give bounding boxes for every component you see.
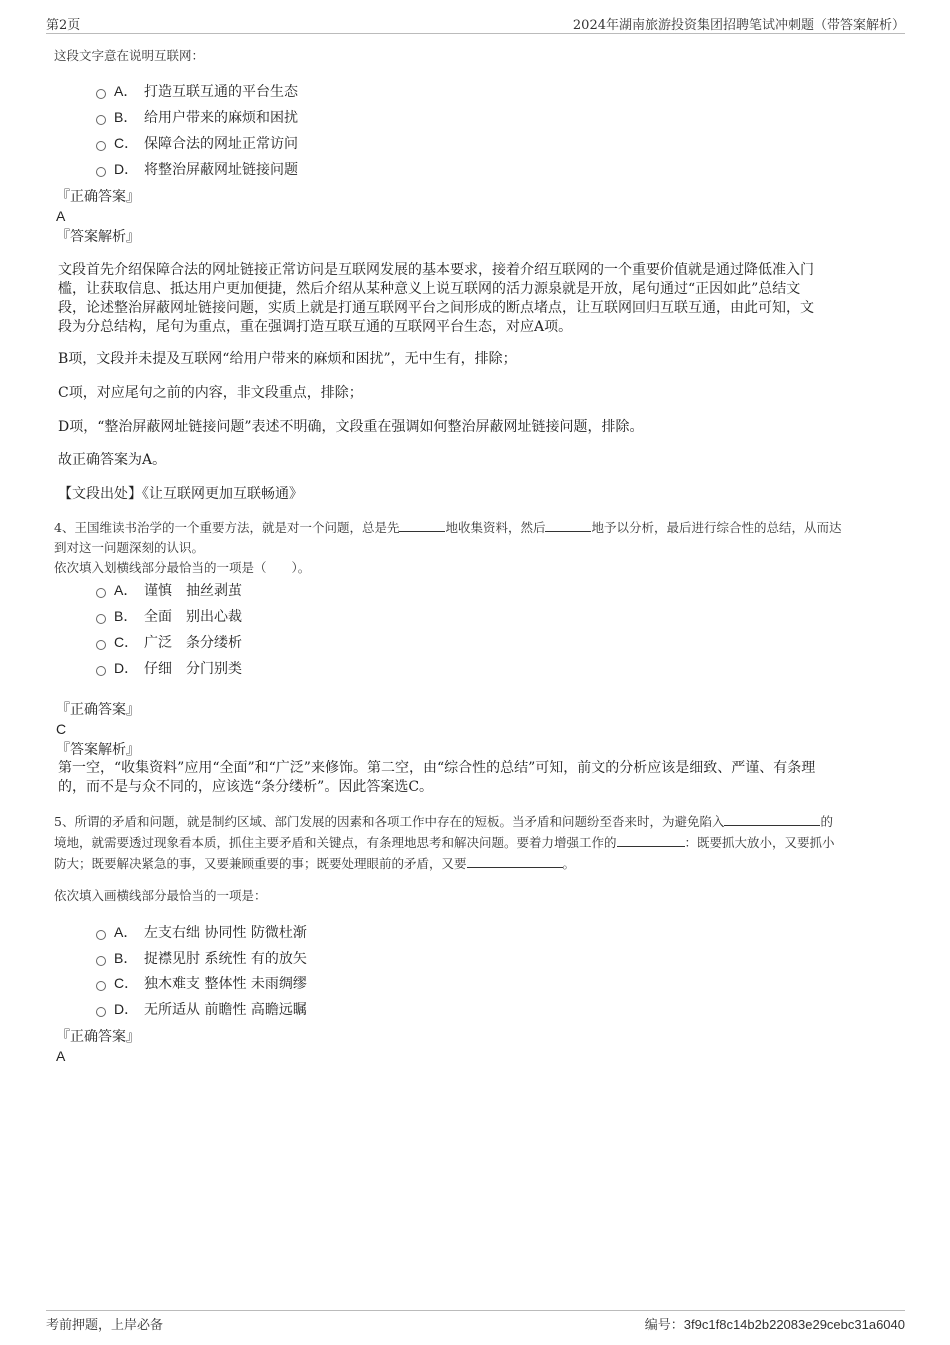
analysis-line: 段，论述整治屏蔽网址链接问题，实质上就是打通互联网平台之间形成的断点堵点，让互联网回归互联互通，由此可知，文	[58, 300, 814, 316]
option-text: 将整治屏蔽网址链接问题	[144, 162, 298, 178]
header-divider	[46, 33, 905, 34]
radio-icon[interactable]	[96, 1007, 106, 1017]
option-letter: C．	[114, 975, 139, 991]
q5-option-b[interactable]	[96, 948, 307, 969]
q5-option-c[interactable]	[96, 973, 307, 994]
option-text: 无所适从 前瞻性 高瞻远瞩	[144, 1002, 307, 1018]
q3-conclusion: 故正确答案为A。	[58, 452, 167, 468]
q5-stem-line1	[54, 812, 833, 832]
option-letter: B．	[114, 608, 138, 624]
analysis-line: 文段首先介绍保障合法的网址链接正常访问是互联网发展的基本要求，接着介绍互联网的一个重要价值就是通过降低准入门	[58, 262, 814, 278]
radio-icon[interactable]	[96, 640, 106, 650]
q3-option-d[interactable]	[96, 159, 298, 180]
q4-analysis-label: 『答案解析』	[56, 742, 140, 758]
q3-stem-tail: 这段文字意在说明互联网：	[54, 48, 205, 63]
option-letter: D．	[114, 660, 139, 676]
q5-stem-part: 5、所谓的矛盾和问题，就是制约区域、部门发展的因素和各项工作中存在的短板。当矛盾和问题纷至沓来时，为避免陷入	[54, 814, 725, 829]
option-letter: A．	[114, 83, 138, 99]
radio-icon[interactable]	[96, 930, 106, 940]
q4-stem-part: 地收集资料，然后	[445, 520, 546, 535]
footer-slogan: 考前押题，上岸必备	[46, 1318, 164, 1333]
option-word: 条分缕析	[186, 635, 242, 651]
option-letter: D．	[114, 161, 139, 177]
analysis-line: 第一空，“收集资料”应用“全面”和“广泛”来修饰。第二空，由“综合性的总结”可知，前文的分析应该是细致、严谨、有条理	[58, 760, 816, 776]
option-text: 左支右绌 协同性 防微杜渐	[144, 925, 307, 941]
q5-stem-part: 境地，就需要透过现象看本质，抓住主要矛盾和关键点，有条理地思考和解决问题。要着力增强工作的	[54, 835, 617, 850]
option-word: 分门别类	[186, 661, 242, 677]
q3-source: 【文段出处】《让互联网更加互联畅通》	[58, 486, 303, 502]
q3-answer-label: 『正确答案』	[56, 189, 140, 205]
option-letter: A．	[114, 924, 138, 940]
q4-stem-part: 4、王国维读书治学的一个重要方法，就是对一个问题，总是先	[54, 520, 400, 535]
q5-answer: A	[56, 1048, 66, 1064]
q4-option-b[interactable]	[96, 606, 242, 627]
radio-icon[interactable]	[96, 167, 106, 177]
option-text: 独木难支 整体性 未雨绸缪	[144, 976, 307, 992]
q4-answer: C	[56, 721, 67, 737]
option-text: 捉襟见肘 系统性 有的放矢	[144, 951, 307, 967]
radio-icon[interactable]	[96, 666, 106, 676]
radio-icon[interactable]	[96, 588, 106, 598]
q5-stem-part: 。	[562, 856, 576, 871]
q4-option-c[interactable]	[96, 632, 242, 653]
analysis-line: 段为分总结构，尾句为重点，重在强调打造互联互通的互联网平台生态，对应A项。	[58, 319, 573, 335]
radio-icon[interactable]	[96, 115, 106, 125]
q5-option-a[interactable]	[96, 922, 307, 943]
option-letter: C．	[114, 135, 139, 151]
q3-answer: A	[56, 208, 66, 224]
q5-answer-label: 『正确答案』	[56, 1029, 140, 1045]
radio-icon[interactable]	[96, 141, 106, 151]
q4-stem-part: 地予以分析，最后进行综合性的总结，从而达	[591, 520, 842, 535]
option-text: 打造互联互通的平台生态	[144, 84, 298, 100]
code-label: 编号：	[644, 1318, 684, 1333]
option-letter: A．	[114, 582, 138, 598]
q5-stem-part: 的	[820, 814, 833, 829]
q3-d-note: D项，“整治屏蔽网址链接问题”表述不明确，文段重在强调如何整治屏蔽网址链接问题，排除。	[58, 419, 644, 435]
footer-divider	[46, 1310, 905, 1311]
q5-stem-line2	[54, 833, 835, 853]
radio-icon[interactable]	[96, 956, 106, 966]
radio-icon[interactable]	[96, 614, 106, 624]
q3-analysis	[58, 261, 898, 337]
analysis-line: 的，而不是与众不同的，应该选“条分缕析”。因此答案选C。	[58, 779, 434, 795]
code-value: 3f9c1f8c14b2b22083e29cebc31a6040	[683, 1317, 905, 1332]
option-word: 谨慎	[144, 583, 172, 599]
q5-stem-part: ：既要抓大放小，又要抓小	[684, 835, 835, 850]
q5-stem-line3	[54, 854, 575, 874]
option-word: 抽丝剥茧	[186, 583, 242, 599]
q3-b-note: B项，文段并未提及互联网“给用户带来的麻烦和困扰”，无中生有，排除；	[58, 351, 517, 367]
fill-blank	[724, 813, 820, 826]
q4-stem-line2: 到对这一问题深刻的认识。	[54, 540, 205, 555]
q4-option-d[interactable]	[96, 658, 242, 679]
fill-blank	[617, 834, 685, 847]
option-letter: C．	[114, 634, 139, 650]
option-letter: B．	[114, 109, 138, 125]
document-title: 2024年湖南旅游投资集团招聘笔试冲刺题（带答案解析）	[572, 18, 905, 33]
q5-instruction: 依次填入画横线部分最恰当的一项是：	[54, 888, 267, 903]
q4-answer-label: 『正确答案』	[56, 702, 140, 718]
q4-analysis	[58, 759, 898, 797]
q4-stem-line1	[54, 518, 842, 538]
q4-instruction: 依次填入划横线部分最恰当的一项是（ ）。	[54, 560, 311, 575]
fill-blank	[545, 519, 591, 532]
page-number: 第2页	[46, 18, 81, 33]
q4-option-a[interactable]	[96, 580, 242, 601]
q5-stem-part: 防大；既要解决紧急的事，又要兼顾重要的事；既要处理眼前的矛盾，又要	[54, 856, 467, 871]
option-word: 广泛	[144, 635, 172, 651]
q5-option-d[interactable]	[96, 999, 307, 1020]
option-word: 全面	[144, 609, 172, 625]
analysis-line: 槛，让获取信息、抵达用户更加便捷，然后介绍从某种意义上说互联网的活力源泉就是开放，尾句通过“正因如此”总结文	[58, 281, 801, 297]
fill-blank	[467, 855, 563, 868]
document-code	[645, 1314, 905, 1333]
q3-option-c[interactable]	[96, 133, 298, 154]
option-letter: B．	[114, 950, 138, 966]
fill-blank	[399, 519, 445, 532]
option-word: 仔细	[144, 661, 172, 677]
q3-analysis-label: 『答案解析』	[56, 229, 140, 245]
q3-option-b[interactable]	[96, 107, 298, 128]
option-word: 别出心裁	[186, 609, 242, 625]
option-text: 给用户带来的麻烦和困扰	[144, 110, 298, 126]
q3-option-a[interactable]	[96, 81, 298, 102]
option-text: 保障合法的网址正常访问	[144, 136, 298, 152]
radio-icon[interactable]	[96, 981, 106, 991]
q3-c-note: C项，对应尾句之前的内容，非文段重点，排除；	[58, 385, 363, 401]
radio-icon[interactable]	[96, 89, 106, 99]
option-letter: D．	[114, 1001, 139, 1017]
